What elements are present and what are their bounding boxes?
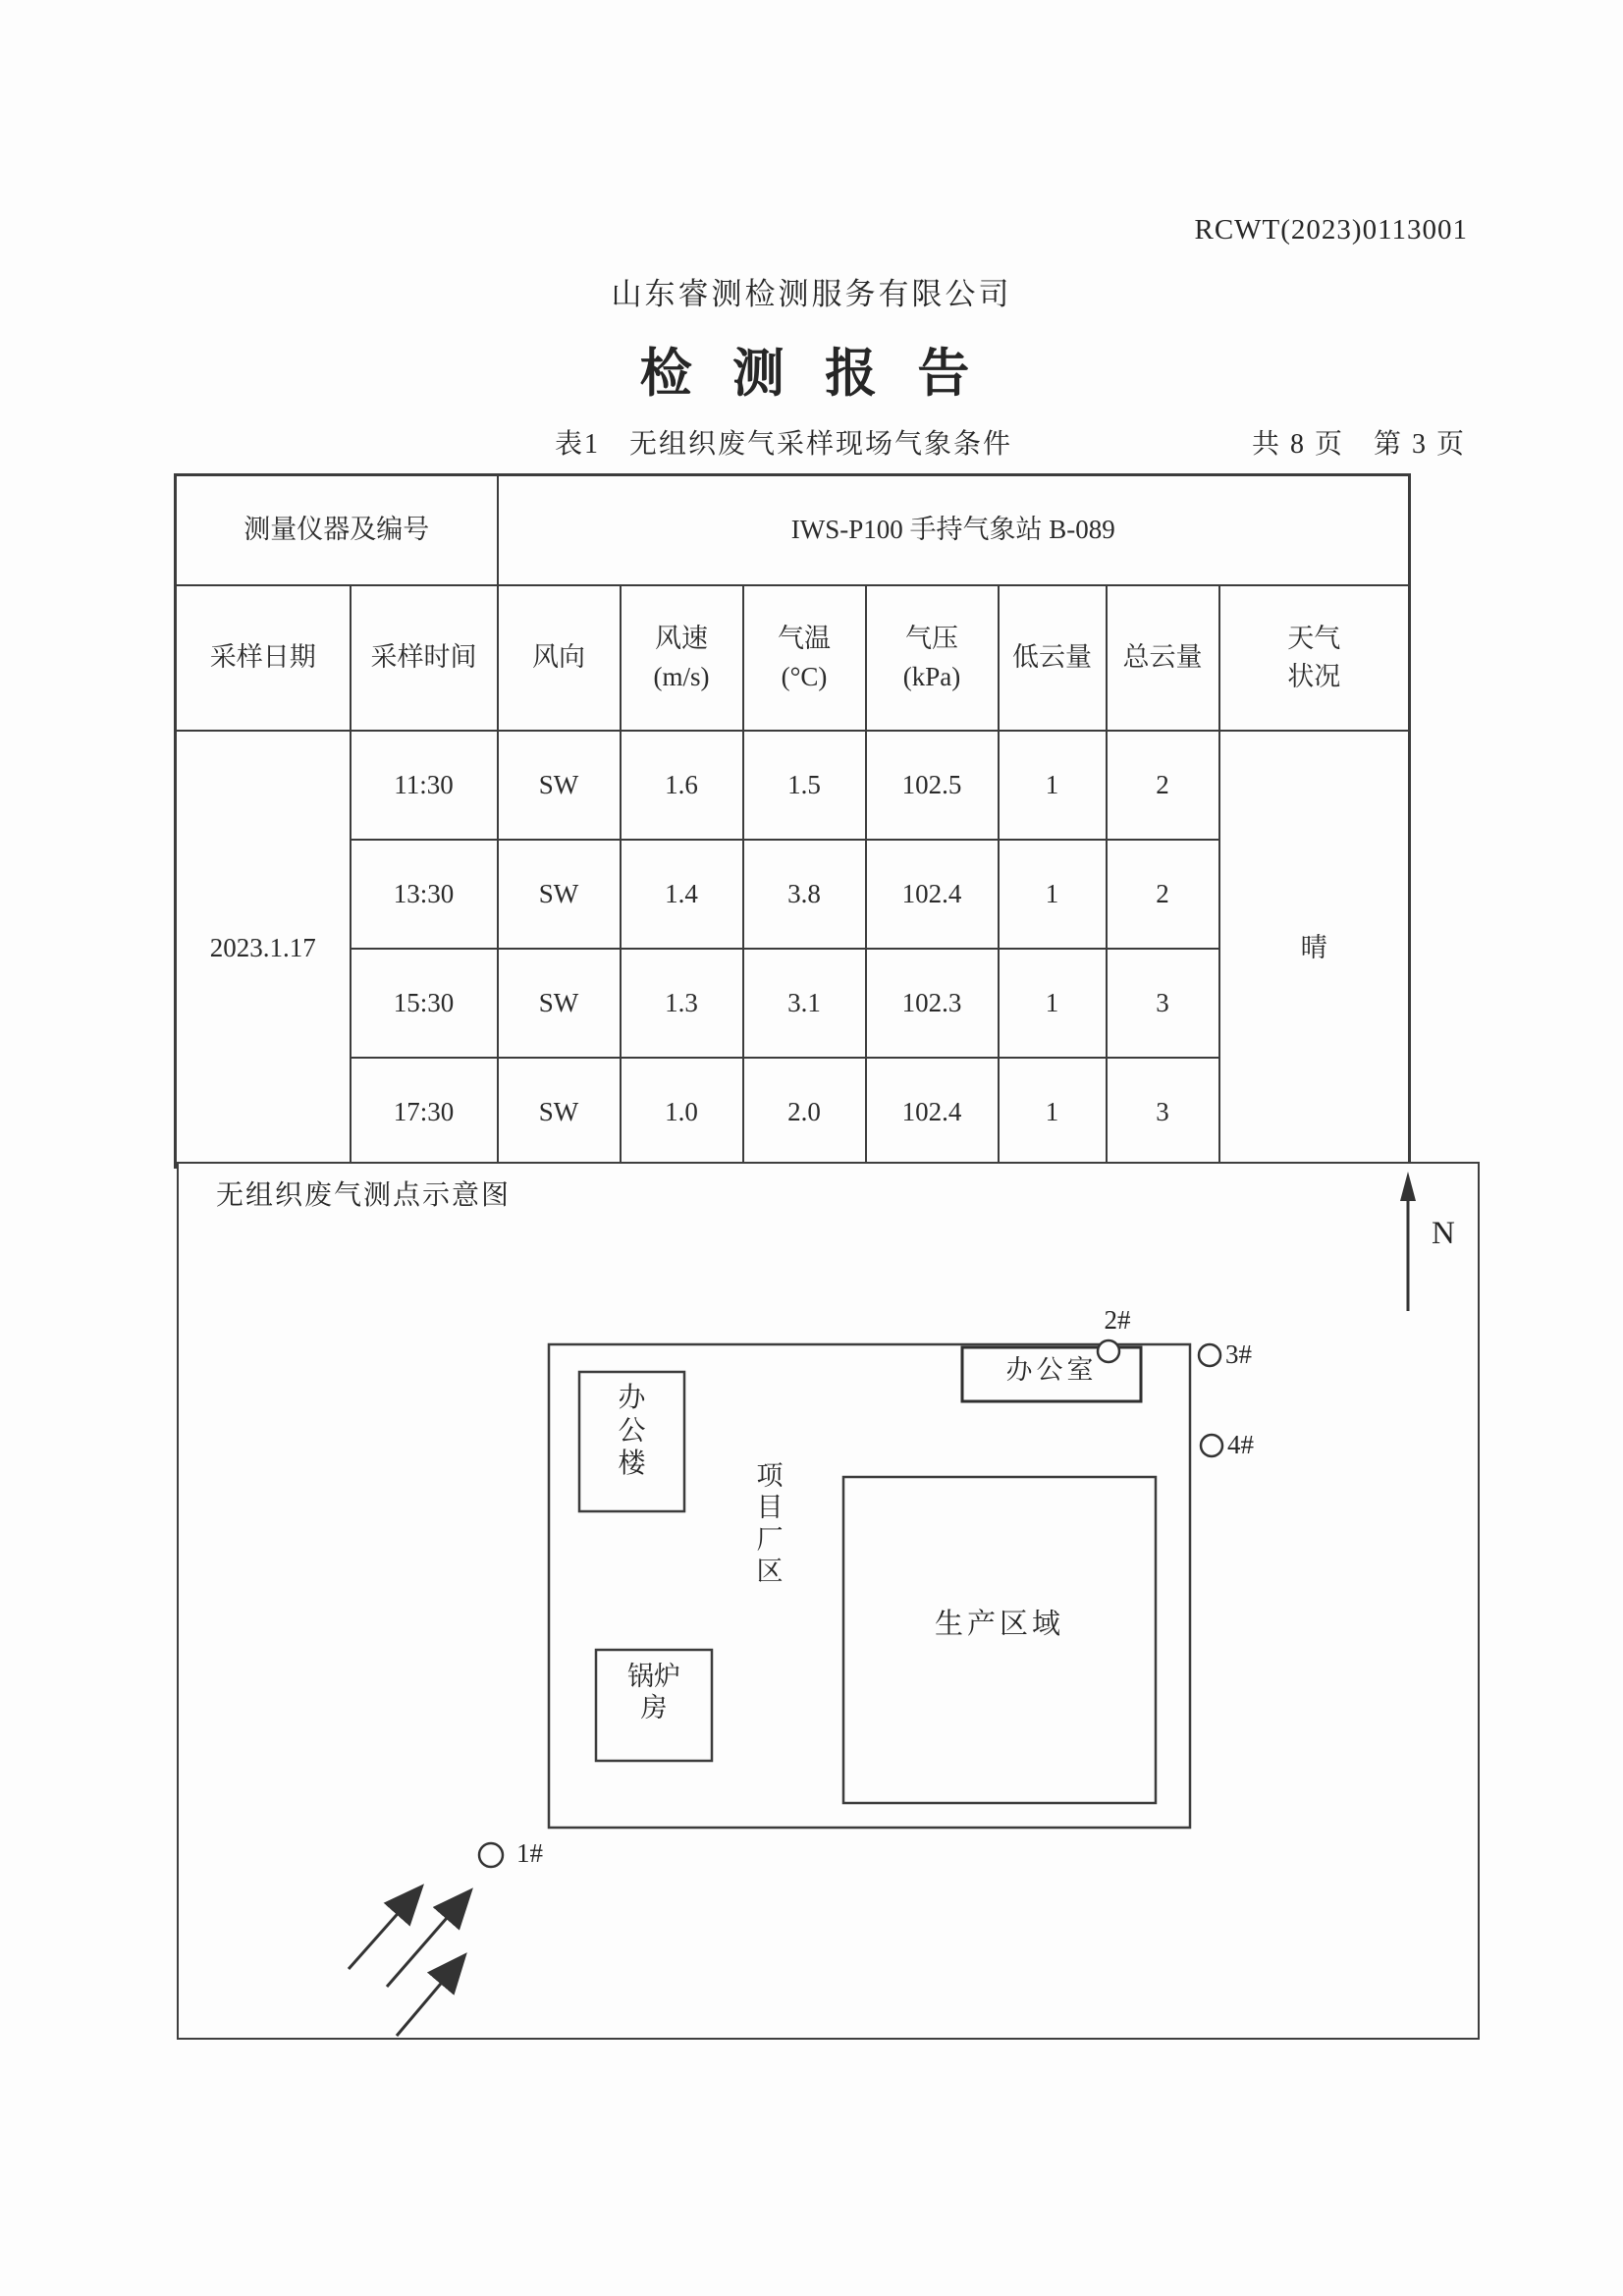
cell-total-cloud: 3: [1107, 949, 1219, 1058]
col-header-weather: 天气 状况: [1219, 585, 1410, 731]
cell-temperature: 3.1: [743, 949, 866, 1058]
sampling-point-4-icon: [1201, 1435, 1222, 1456]
sampling-point-1-icon: [479, 1843, 503, 1867]
col-header-date: 采样日期: [176, 585, 351, 731]
cell-wind-speed: 1.4: [621, 840, 743, 949]
production-area-label: 生产区域: [934, 1609, 1064, 1640]
cell-time: 13:30: [351, 840, 498, 949]
site-diagram: [179, 1164, 1478, 2038]
cell-wind-speed: 1.3: [621, 949, 743, 1058]
cell-low-cloud: 1: [999, 731, 1107, 840]
sampling-points-figure: [177, 1162, 1480, 2040]
page-title: 检 测 报 告: [639, 346, 984, 403]
cell-weather: 晴: [1219, 731, 1410, 1168]
col-header-total-cloud: 总云量: [1107, 585, 1219, 731]
cell-pressure: 102.4: [866, 840, 999, 949]
cell-wind-direction: SW: [498, 840, 621, 949]
col-header-wind-direction: 风向: [498, 585, 621, 731]
cell-total-cloud: 2: [1107, 731, 1219, 840]
cell-total-cloud: 3: [1107, 1058, 1219, 1168]
col-header-low-cloud: 低云量: [999, 585, 1107, 731]
col-header-time: 采样时间: [351, 585, 498, 731]
cell-wind-direction: SW: [498, 731, 621, 840]
sampling-point-3-label: 3#: [1225, 1339, 1252, 1369]
cell-wind-speed: 1.0: [621, 1058, 743, 1168]
boiler-room-label: 锅炉房: [627, 1662, 680, 1723]
col-header-wind-speed: 风速 (m/s): [621, 585, 743, 731]
office-room-label: 办公室: [1005, 1355, 1098, 1385]
sampling-point-1-label: 1#: [516, 1838, 543, 1868]
cell-wind-speed: 1.6: [621, 731, 743, 840]
col-header-temperature: 气温 (°C): [743, 585, 866, 731]
instrument-label-cell: 测量仪器及编号: [176, 475, 498, 586]
instrument-value-cell: IWS-P100 手持气象站 B-089: [498, 475, 1410, 586]
cell-pressure: 102.3: [866, 949, 999, 1058]
document-number: RCWT(2023)0113001: [1194, 214, 1468, 246]
cell-time: 15:30: [351, 949, 498, 1058]
diagram-title: 无组织废气测点示意图: [216, 1180, 512, 1211]
company-name: 山东睿测检测服务有限公司: [611, 277, 1012, 311]
col-header-pressure: 气压 (kPa): [866, 585, 999, 731]
north-label: N: [1432, 1216, 1455, 1251]
project-site-label: 项目厂区: [756, 1461, 784, 1587]
sampling-point-2-label: 2#: [1104, 1305, 1131, 1335]
wind-arrows-icon: [349, 1890, 467, 2036]
cell-time: 11:30: [351, 731, 498, 840]
north-arrow-icon: [1400, 1172, 1416, 1311]
cell-time: 17:30: [351, 1058, 498, 1168]
table-row: [176, 475, 1410, 586]
cell-low-cloud: 1: [999, 949, 1107, 1058]
cell-total-cloud: 2: [1107, 840, 1219, 949]
cell-temperature: 1.5: [743, 731, 866, 840]
table-caption: 表1 无组织废气采样现场气象条件: [555, 429, 1013, 460]
table-header-row: [176, 585, 1410, 731]
cell-temperature: 3.8: [743, 840, 866, 949]
cell-pressure: 102.4: [866, 1058, 999, 1168]
office-building-label: 办公楼: [618, 1383, 646, 1480]
pagination: 共 8 页 第 3 页: [1251, 429, 1466, 460]
sampling-point-4-label: 4#: [1227, 1430, 1254, 1459]
cell-low-cloud: 1: [999, 840, 1107, 949]
cell-temperature: 2.0: [743, 1058, 866, 1168]
cell-low-cloud: 1: [999, 1058, 1107, 1168]
cell-pressure: 102.5: [866, 731, 999, 840]
table-row: [176, 731, 1410, 840]
cell-date: 2023.1.17: [176, 731, 351, 1168]
cell-wind-direction: SW: [498, 949, 621, 1058]
weather-conditions-table: [174, 473, 1411, 1169]
cell-wind-direction: SW: [498, 1058, 621, 1168]
sampling-point-3-icon: [1199, 1344, 1220, 1366]
